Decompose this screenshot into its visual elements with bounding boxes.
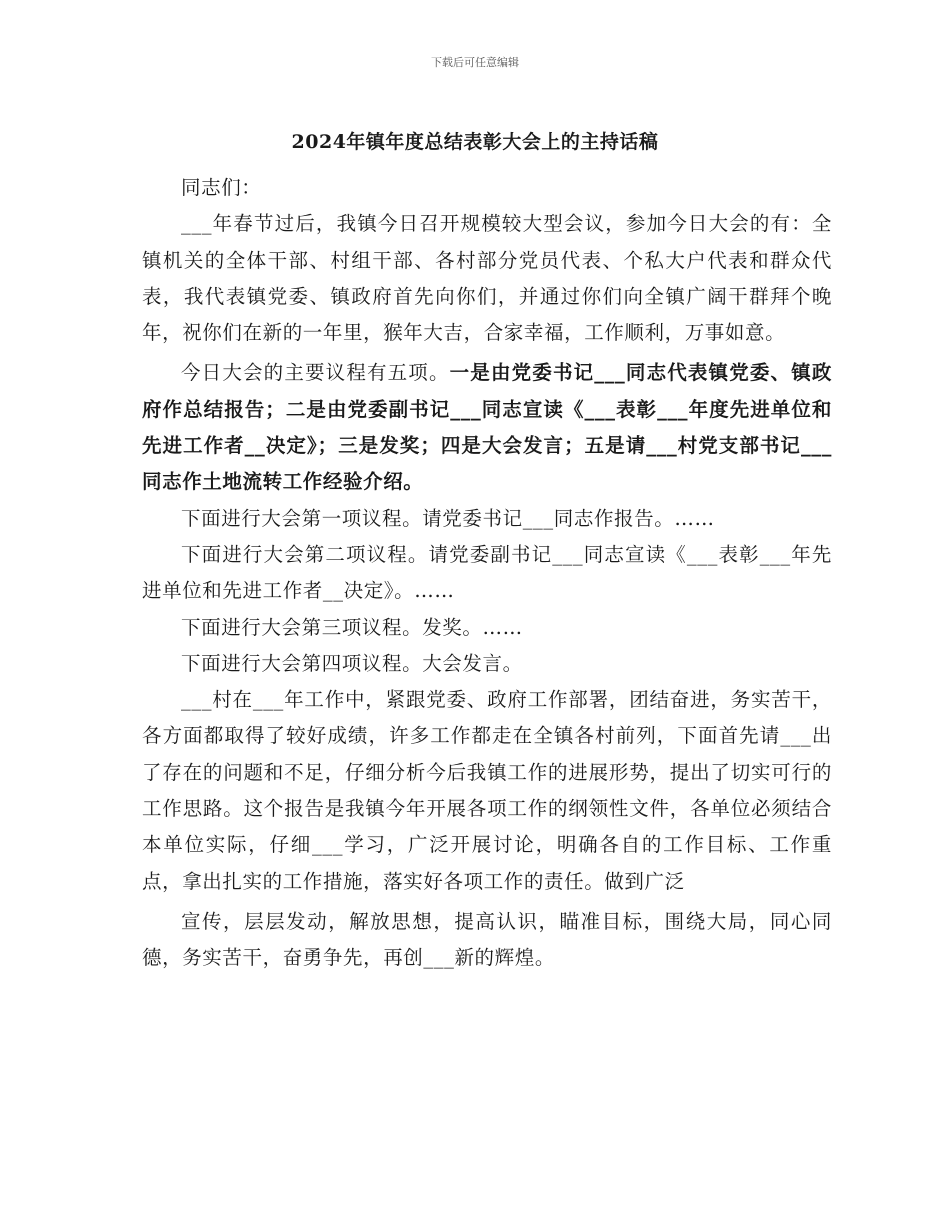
agenda-step-2: 下面进行大会第二项议程。请党委副书记___同志宣读《___表彰___年先进单位和先进工作者__决定》。…… — [142, 542, 832, 603]
document-body — [142, 170, 832, 977]
agenda-items: 一是由党委书记___同志代表镇党委、镇政府作总结报告；二是由党委副书记___同志宣读《___表彰___年度先进单位和先进工作者__决定》；三是发奖；四是大会发言；五是请___村党支部书记___同志作土地流转工作经验介绍。 — [142, 361, 832, 494]
speech-paragraph: ___村在___年工作中，紧跟党委、政府工作部署，团结奋进，务实苦干，各方面都取得了较好成绩，许多工作都走在全镇各村前列，下面首先请___出了存在的问题和不足，仔细分析今后我镇工作的进展形势，提出了切实可行的工作思路。这个报告是我镇今年开展各项工作的纲领性文件，各单位必须结合本单位实际，仔细___学习，广泛开展讨论，明确各自的工作目标、工作重点，拿出扎实的工作措施，落实好各项工作的责任。做到广泛 — [142, 688, 832, 893]
document-title: 2024年镇年度总结表彰大会上的主持话稿 — [291, 131, 659, 153]
agenda-step-1: 下面进行大会第一项议程。请党委书记___同志作报告。…… — [181, 506, 715, 530]
salutation-paragraph: 同志们： — [181, 176, 262, 199]
agenda-paragraph — [142, 355, 832, 500]
header-note: 下载后可任意编辑 — [431, 56, 519, 69]
agenda-intro: 今日大会的主要议程有五项。 — [181, 361, 450, 385]
opening-paragraph: ___年春节过后，我镇今日召开规模较大型会议，参加今日大会的有：全镇机关的全体干部、村组干部、各村部分党员代表、个私大户代表和群众代表，我代表镇党委、镇政府首先向你们，并通过你们向全镇广阔干群拜个晚年，祝你们在新的一年里，猴年大吉，合家幸福，工作顺利，万事如意。 — [142, 212, 832, 345]
agenda-step-4: 下面进行大会第四项议程。大会发言。 — [181, 651, 523, 675]
closing-paragraph: 宣传，层层发动，解放思想，提高认识，瞄准目标，围绕大局，同心同德，务实苦干，奋勇争先，再创___新的辉煌。 — [142, 909, 832, 970]
agenda-step-3: 下面进行大会第三项议程。发奖。…… — [181, 615, 523, 639]
